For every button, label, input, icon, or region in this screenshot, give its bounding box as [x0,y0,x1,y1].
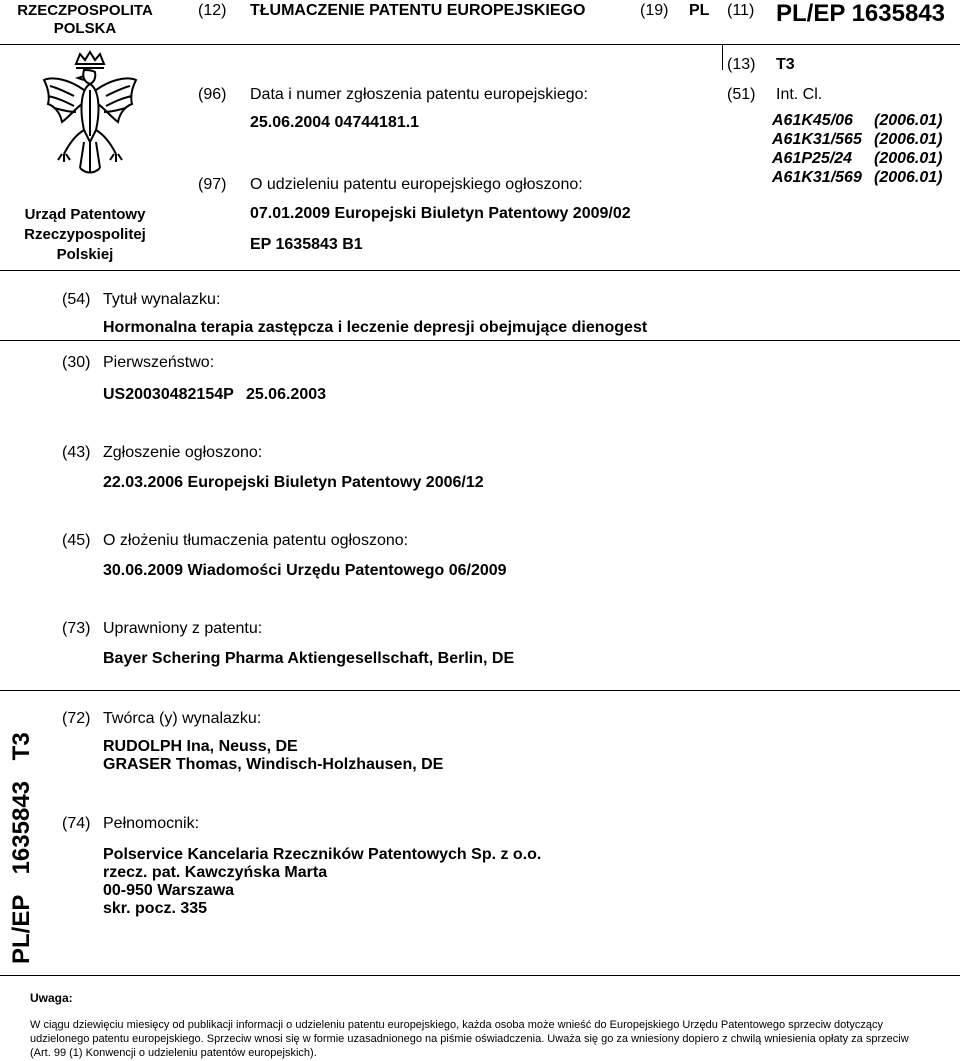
inid-73: (73) [62,620,91,637]
inventors-list [103,738,443,774]
note-title: Uwaga: [30,991,73,1005]
invention-title: Hormonalna terapia zastępcza i leczenie depresji obejmujące dienogest [103,319,648,336]
publication-label: Zgłoszenie ogłoszono: [103,444,263,461]
priority-value: US20030482154P 25.06.2003 [103,386,327,403]
inventor: GRASER Thomas, Windisch-Holzhausen, DE [103,756,444,773]
side-publication-label: PL/EP 1635843 T3 [8,732,35,964]
publication-value: 22.03.2006 Europejski Biuletyn Patentowy 2006/12 [103,474,484,491]
inid-72: (72) [62,710,91,727]
polish-eagle-emblem [40,50,140,190]
note-text: W ciągu dziewięciu miesięcy od publikacji informacji o udzieleniu patentu europejskiego, każda osoba może wnieść do Europejskiego Urzędu Patentowego sprzeciw dotyczący udzielonego patentu europejskiego. Sprzeciw wnosi się w formie uzasadnionego na piśmie oświadczenia. Uważa się go za wniesiony dopiero z chwilą wniesienia opłaty za sprzeciw (Art. 99 (1) Konwencji o udzieleniu patentów europejskich). [30,1019,909,1059]
representative-label: Pełnomocnik: [103,815,200,832]
inid-51: (51) [727,86,756,103]
translation-label: O złożeniu tłumaczenia patentu ogłoszono: [103,532,409,549]
representative-line: skr. pocz. 335 [103,900,208,917]
grant-label: O udzieleniu patentu europejskiego ogłoszono: [250,176,583,193]
office-name-line1: Urząd Patentowy [24,206,146,223]
publication-number: PL/EP 1635843 [776,0,946,27]
inid-11: (11) [727,2,755,19]
priority-label: Pierwszeństwo: [103,354,215,371]
kind-code: T3 [776,56,795,73]
application-value: 25.06.2004 04744181.1 [250,114,420,131]
representative-line: Polservice Kancelaria Rzeczników Patentowych Sp. z o.o. [103,846,542,863]
document-type: TŁUMACZENIE PATENTU EUROPEJSKIEGO [250,2,586,19]
inid-13: (13) [727,56,756,73]
int-cl-date: (2006.01) [874,150,943,167]
int-cl-date: (2006.01) [874,169,943,186]
int-cl-dates [874,111,943,187]
int-cl-code: A61K45/06 [772,112,853,129]
int-cl-label: Int. Cl. [776,86,823,103]
int-cl-date: (2006.01) [874,112,943,129]
office-name-line2: Rzeczypospolitej [24,226,146,243]
representative-line: rzecz. pat. Kawczyńska Marta [103,864,328,881]
int-cl-codes [772,111,862,187]
title-label: Tytuł wynalazku: [103,291,221,308]
int-cl-code: A61K31/569 [772,169,862,186]
inid-45: (45) [62,532,91,549]
inid-30: (30) [62,354,91,371]
inid-12: (12) [198,2,227,19]
inid-74: (74) [62,815,91,832]
country-name: RZECZPOSPOLITA POLSKA [17,2,153,37]
patent-office-name [10,205,160,265]
int-cl-code: A61K31/565 [772,131,862,148]
country-code: PL [689,2,710,19]
inid-97: (97) [198,176,227,193]
application-label: Data i numer zgłoszenia patentu europejskiego: [250,86,588,103]
translation-value: 30.06.2009 Wiadomości Urzędu Patentowego 06/2009 [103,562,507,579]
representative-line: 00-950 Warszawa [103,882,235,899]
inid-19: (19) [640,2,669,19]
inventors-label: Twórca (y) wynalazku: [103,710,262,727]
office-name-line3: Polskiej [56,246,114,263]
proprietor-label: Uprawniony z patentu: [103,620,263,637]
inid-96: (96) [198,86,227,103]
grant-value: 07.01.2009 Europejski Biuletyn Patentowy 2009/02 [250,205,631,222]
representative-block [103,846,541,918]
proprietor-value: Bayer Schering Pharma Aktiengesellschaft, Berlin, DE [103,650,515,667]
int-cl-date: (2006.01) [874,131,943,148]
ep-number: EP 1635843 B1 [250,236,363,253]
int-cl-code: A61P25/24 [772,150,853,167]
inid-54: (54) [62,291,91,308]
inid-43: (43) [62,444,91,461]
inventor: RUDOLPH Ina, Neuss, DE [103,738,298,755]
